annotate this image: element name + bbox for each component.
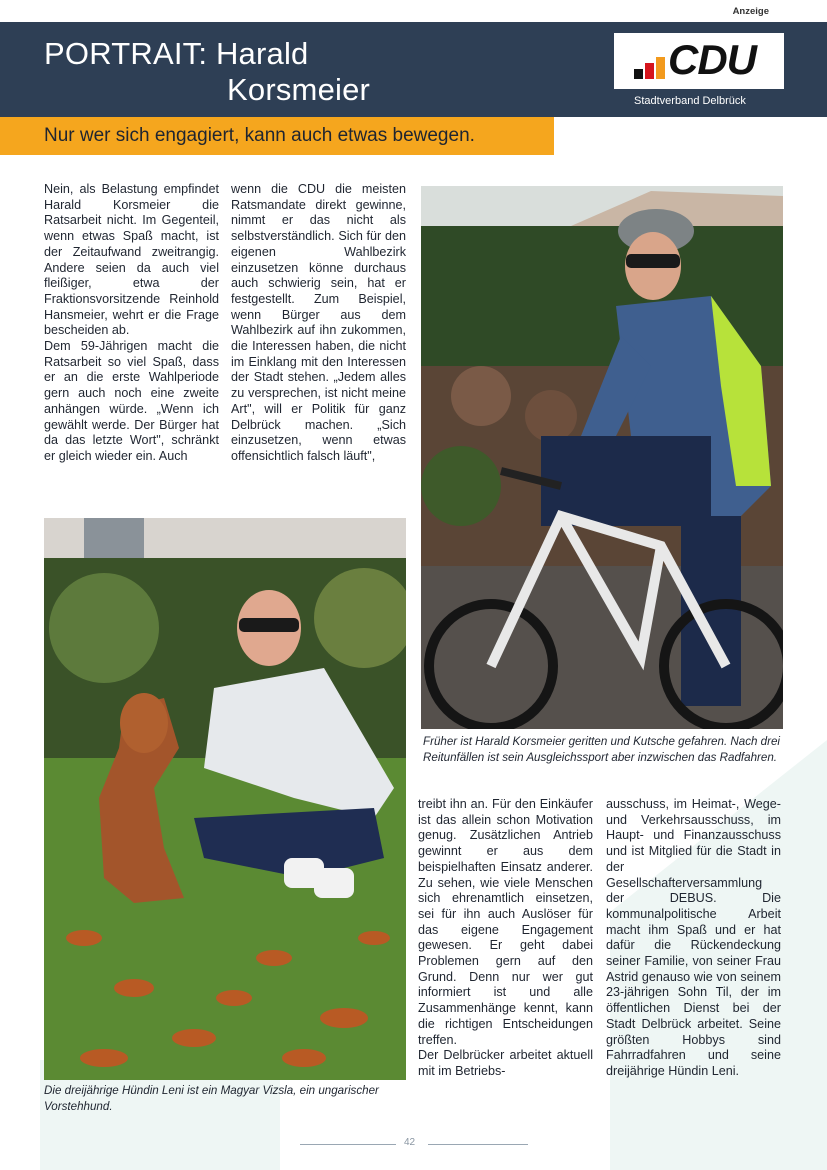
footer-rule-left bbox=[300, 1144, 396, 1145]
caption-dog-photo: Die dreijährige Hündin Leni ist ein Magyar Vizsla, ein ungarischer Vorstehhund. bbox=[44, 1084, 379, 1113]
article-column-2 bbox=[231, 182, 406, 465]
subtitle: Nur wer sich engagiert, kann auch etwas bewegen. bbox=[44, 125, 475, 146]
paragraph: wenn die CDU die meisten Ratsmandate direkt gewinne, nimmt er das nicht als selbstverständlich. Sich für den eigenen Wahlbezirk einzusetzen könne durchaus auch schwierig sein, hat er festgestellt. Zum Beispiel, wenn Bürger aus dem Wahlbezirk auf ihn zukommen, die Interessen haben, die nicht im Einklang mit den Interessen der Stadt stehen. „Jedem alles zu versprechen, ist nicht meine Art", will er Politik für ganz Delbrück machen. „Sich einzusetzen, wenn etwas offensichtlich falsch läuft", bbox=[231, 182, 406, 463]
photo-man-with-bicycle bbox=[421, 186, 783, 729]
cdu-logo bbox=[614, 33, 784, 89]
cdu-logo-bars-icon bbox=[634, 53, 666, 79]
cdu-wordmark: CDU bbox=[668, 36, 756, 83]
article-column-1 bbox=[44, 182, 219, 465]
paragraph: Nein, als Belastung empfindet Harald Korsmeier die Ratsarbeit nicht. Im Gegenteil, wenn etwas Spaß macht, ist der Zeitaufwand zweitrangig. Andere seien da auch viel fleißiger, etwa der Fraktionsvorsitzende Reinhold Hansmeier, wehrt er die Frage bescheiden ab. bbox=[44, 182, 219, 338]
ad-label: Anzeige bbox=[732, 6, 769, 17]
page-number: 42 bbox=[404, 1137, 416, 1148]
paragraph: Dem 59-Jährigen macht die Ratsarbeit so viel Spaß, dass er an die erste Wahlperiode gern auch noch eine zweite anhängen würde. „Wenn ich gewählt werde. Der Bürger hat da das letzte Wort", schränkt er gleich wieder ein. Auch bbox=[44, 339, 219, 463]
paragraph: treibt ihn an. Für den Einkäufer ist das allein schon Motivation genug. Zusätzlichen Antrieb gewinnt er aus dem beispielhaften Einsatz anderer. Zu sehen, wie viele Menschen sich ehrenamtlich einsetzen, sei für ihn auch Auslöser für das eigene Engagement gewesen. Er geht dabei Problemen gern auf den Grund. Denn nur wer gut informiert ist und alle Zusammenhänge kennt, kann die richtigen Entscheidungen treffen. bbox=[418, 797, 593, 1047]
logo-subline: Stadtverband Delbrück bbox=[634, 95, 746, 107]
page-title bbox=[44, 36, 370, 108]
title-line-2: Korsmeier bbox=[227, 72, 371, 107]
article-column-3 bbox=[418, 797, 593, 1080]
caption-bicycle-photo: Früher ist Harald Korsmeier geritten und Kutsche gefahren. Nach drei Reitunfällen ist sein Ausgleichssport aber inzwischen das Radfahren. bbox=[423, 735, 781, 764]
title-line-1: PORTRAIT: Harald bbox=[44, 36, 309, 71]
footer-rule-right bbox=[428, 1144, 528, 1145]
photo-man-with-dog bbox=[44, 518, 406, 1080]
article-column-4 bbox=[606, 797, 781, 1080]
paragraph: Der Delbrücker arbeitet aktuell mit im Betriebs- bbox=[418, 1048, 593, 1078]
paragraph: ausschuss, im Heimat-, Wege- und Verkehrsausschuss, im Haupt- und Finanzausschuss und ist Mitglied für die Stadt in der Gesellschafterversammlung der DEBUS. Die kommunalpolitische Arbeit macht ihm Spaß und er hat dafür die Rückendeckung seiner Familie, von seiner Frau Astrid genauso wie von seinem 23-jährigen Sohn Til, der im öffentlichen Dienst bei der Stadt Delbrück arbeitet. Seine größten Hobbys sind Fahrradfahren und seine dreijährige Hündin Leni. bbox=[606, 797, 781, 1078]
